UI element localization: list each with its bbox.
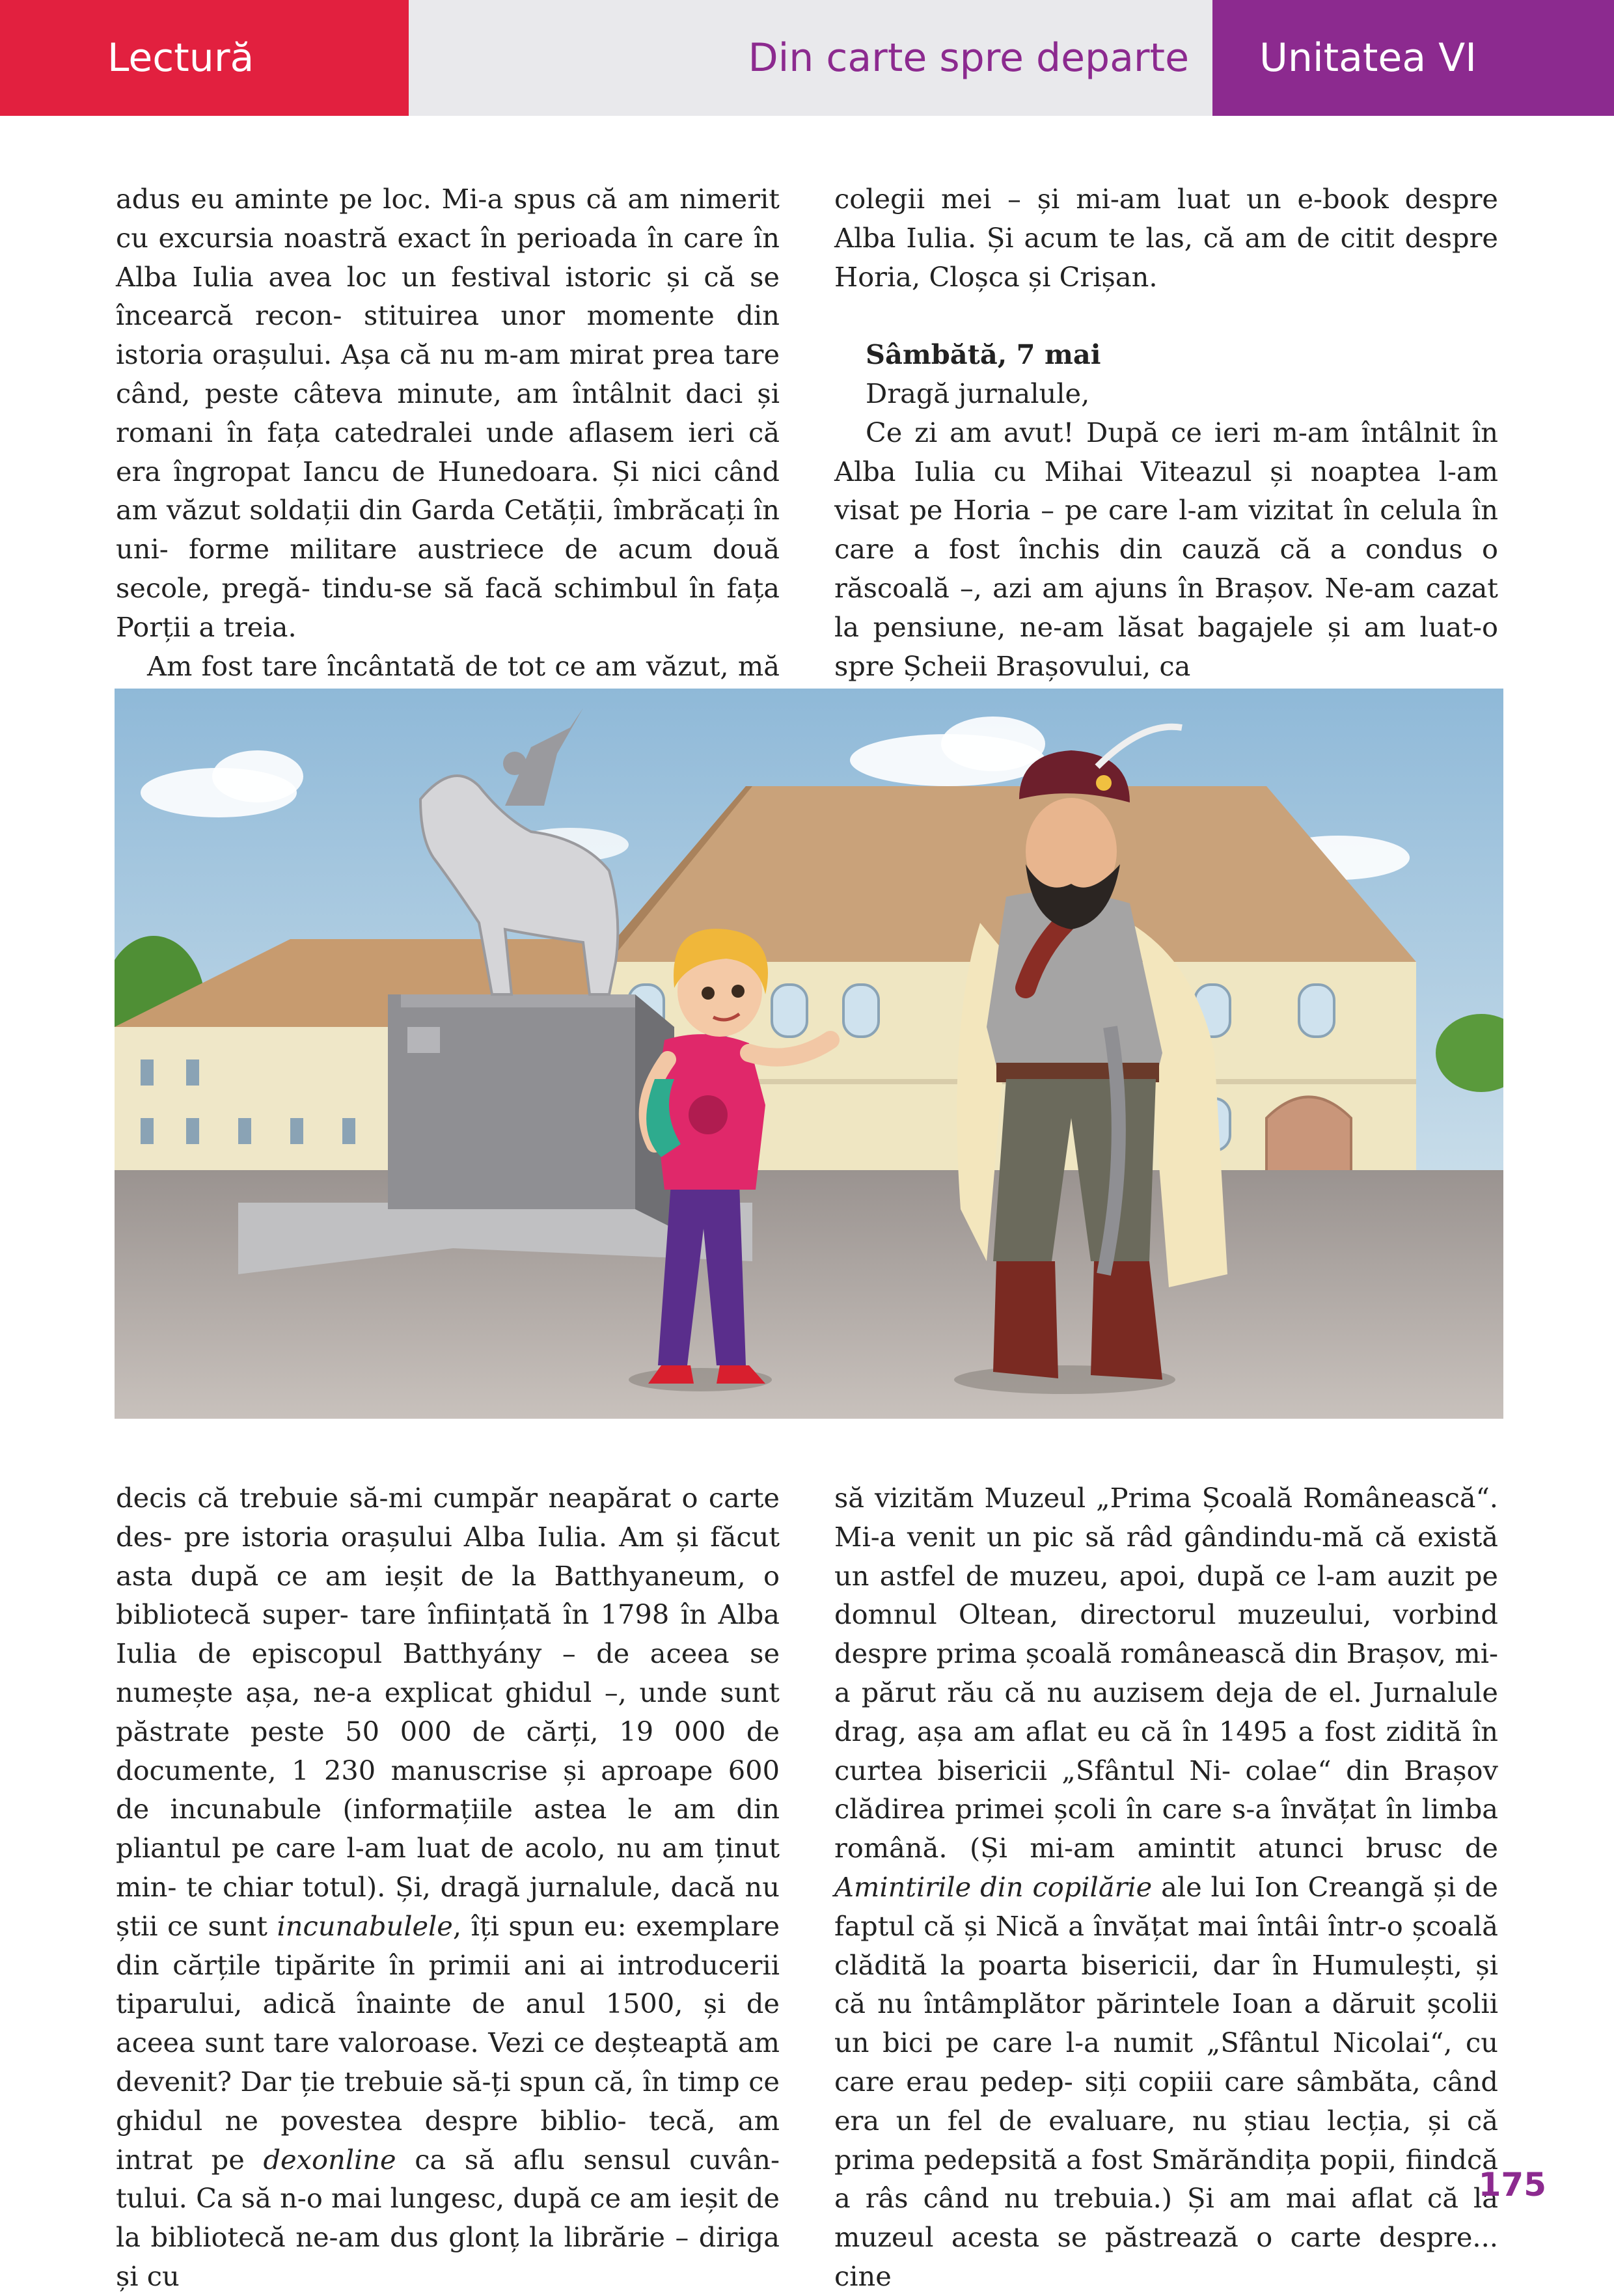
text-line: tecă, am intrat pe	[116, 2104, 780, 2176]
text-line: brusc de	[1365, 1832, 1498, 1865]
text-line: tipărite în primii ani ai introducerii tiparului, adică	[116, 1948, 780, 2020]
text-line: m-am mirat prea tare când, peste câteva minute, am	[116, 338, 780, 409]
text-column-bottom-right	[834, 1479, 1498, 2296]
text-line: decis că trebuie să-mi cumpăr neapărat o carte des-	[116, 1482, 780, 1553]
text-line: Iulia. Și acum te las, că am de citit despre Horia,	[834, 221, 1498, 293]
text-line: Oltean, directorul muzeului, vorbind despre prima	[834, 1598, 1498, 1670]
text-line: Mi-a venit un pic să râd gândindu-mă că există un	[834, 1520, 1498, 1592]
text-line: forme militare austriece de acum două secole, pregă-	[116, 533, 780, 604]
text-line: în 1495 a fost zidită în curtea bisericii „Sfântul Ni-	[834, 1715, 1498, 1786]
text-line: Vezi ce deșteaptă am devenit? Dar ție trebuie să-ți	[116, 2027, 780, 2098]
text-line: excursia noastră exact în perioada în care în Alba	[116, 221, 780, 293]
text-line: întâmplător părintele Ioan a dăruit școlii un bici pe	[834, 1988, 1498, 2059]
text-line: te chiar totul). Și, dragă jurnalule, dacă nu știi ce	[116, 1870, 780, 1942]
paragraph	[834, 1479, 1498, 2296]
text-line: Iulia cu Mihai Viteazul și noaptea l-am visat pe	[834, 455, 1498, 526]
header-section-label: Lectură	[107, 35, 254, 81]
text-line: înainte de anul 1500, și de aceea sunt tare valoroase.	[116, 1988, 780, 2059]
paragraph	[116, 1479, 780, 2296]
text-line: stituirea unor momente din istoria orașului. Așa că nu	[116, 299, 780, 371]
text-line: întâlnit daci și romani în fața catedralei unde aflasem	[116, 377, 780, 448]
text-line: tare înființată în 1798 în Alba Iulia de episcopul	[116, 1598, 780, 1670]
text-line: pre istoria orașului Alba Iulia. Am și făcut asta după	[116, 1520, 780, 1592]
text-line: ca să aflu sensul cuvân-	[396, 2143, 780, 2176]
paragraph	[834, 180, 1498, 296]
header-chapter-bar	[409, 0, 1212, 116]
italic-term: incunabulele	[277, 1909, 453, 1942]
story-illustration	[115, 689, 1503, 1419]
text-line: ieri că era îngropat Iancu de Hunedoara. Și nici când	[116, 416, 780, 487]
text-line: Batthyány – de aceea se numește așa, ne-a explicat	[116, 1637, 780, 1708]
paragraph	[116, 180, 780, 647]
text-line: , îți spun eu: exemplare din cărțile	[116, 1909, 780, 1981]
page-number: 175	[1478, 2166, 1546, 2204]
text-line: colae“ din Brașov clădirea primei școli în care s-a	[834, 1754, 1498, 1825]
text-line: ghidul –, unde sunt păstrate peste 50 000 de cărți,	[116, 1676, 780, 1747]
text-line: care l-a numit „Sfântul Nicolai“, cu care erau pedep-	[834, 2027, 1498, 2098]
journal-date-heading: Sâmbătă, 7 mai	[866, 338, 1101, 371]
text-line: ajuns în Brașov. Ne-am cazat la pensiune, ne-am	[834, 571, 1498, 643]
text-line: ce am ieșit de la Batthyaneum, o bibliotecă super-	[116, 1559, 780, 1631]
text-line: am văzut soldații din Garda Cetății, îmbrăcați în uni-	[116, 494, 780, 566]
text-line: sunt	[208, 1909, 277, 1942]
header-section-tab	[0, 0, 409, 116]
text-line: popii, fiindcă a râs când nu trebuia.) Și am mai aflat	[834, 2143, 1498, 2215]
book-title: Amintirile din copilărie	[834, 1870, 1153, 1903]
text-line: spun că, în timp ce ghidul ne povestea despre biblio-	[116, 2065, 780, 2137]
text-line: Ce zi am avut! După ce ieri m-am întâlnit în Alba	[834, 416, 1498, 487]
text-line: 19 000 de documente, 1 230 manuscrise și aproape	[116, 1715, 780, 1786]
text-column-bottom-left	[116, 1479, 780, 2296]
text-line: învățat în limba română. (Și mi-am amintit atunci	[834, 1793, 1499, 1865]
text-line: 600 de incunabule (informațiile astea le am din	[116, 1754, 780, 1825]
italic-term: dexonline	[263, 2143, 396, 2176]
journal-greeting: Dragă jurnalule,	[866, 377, 1090, 409]
text-line: tindu-se să facă schimbul în fața Porții a treia.	[116, 571, 780, 643]
text-line: adus eu aminte pe loc. Mi-a spus că am nimerit cu	[116, 183, 780, 254]
illustration-girl-and-horia	[115, 689, 1503, 1419]
header-unit-tab	[1212, 0, 1614, 116]
text-line: că la muzeul acesta se păstrează o carte despre... cine	[834, 2182, 1499, 2292]
text-column-top-right	[834, 180, 1498, 685]
text-line: de faptul că și Nică a învățat mai întâi într-o școală	[834, 1870, 1498, 1942]
text-line: tului. Ca să n-o mai lungesc, după ce am ieșit de la	[116, 2182, 780, 2254]
text-line: școală românească din Brașov, mi-a părut rău că nu	[834, 1637, 1498, 1708]
text-line: clădită la poarta bisericii, dar în Humulești, și că nu	[834, 1948, 1498, 2020]
header-unit-label: Unitatea VI	[1259, 35, 1477, 81]
text-line: pliantul pe care l-am luat de acolo, nu am ținut min-	[116, 1832, 780, 1903]
text-line: siți copiii care sâmbăta, când era un fel de evaluare,	[834, 2065, 1498, 2137]
text-line: Horia – pe care l-am vizitat în celula în care a fost	[834, 494, 1498, 566]
text-line: Am fost tare încântată de tot ce am văzut, mă	[147, 649, 780, 682]
text-line: bibliotecă ne-am dus glonț la librărie – diriga și cu	[116, 2221, 780, 2292]
text-line: ale lui Ion Creangă și	[1152, 1870, 1456, 1903]
text-line: colegii mei – și mi-am luat un e-book despre Alba	[834, 183, 1498, 254]
text-line: astfel de muzeu, apoi, după ce l-am auzit pe domnul	[834, 1559, 1498, 1631]
text-column-top-left	[116, 180, 780, 763]
text-line: să vizităm Muzeul „Prima Școală Românească“.	[834, 1482, 1498, 1514]
text-line: auzisem deja de el. Jurnalule drag, așa am aflat eu că	[834, 1676, 1498, 1747]
text-line: Cloșca și Crișan.	[929, 260, 1158, 293]
text-line: Iulia avea loc un festival istoric și că se încearcă recon-	[116, 260, 780, 332]
text-line: nu știau lecția, și că prima pedepsită a fost Smărăndița	[834, 2104, 1498, 2176]
header-chapter-label: Din carte spre departe	[748, 35, 1189, 81]
paragraph	[834, 413, 1498, 686]
text-line: închis din cauză că a condus o răscoală –, azi am	[834, 533, 1498, 604]
text-line: lăsat bagajele și am luat-o spre Șcheii Brașovului, ca	[834, 610, 1498, 682]
